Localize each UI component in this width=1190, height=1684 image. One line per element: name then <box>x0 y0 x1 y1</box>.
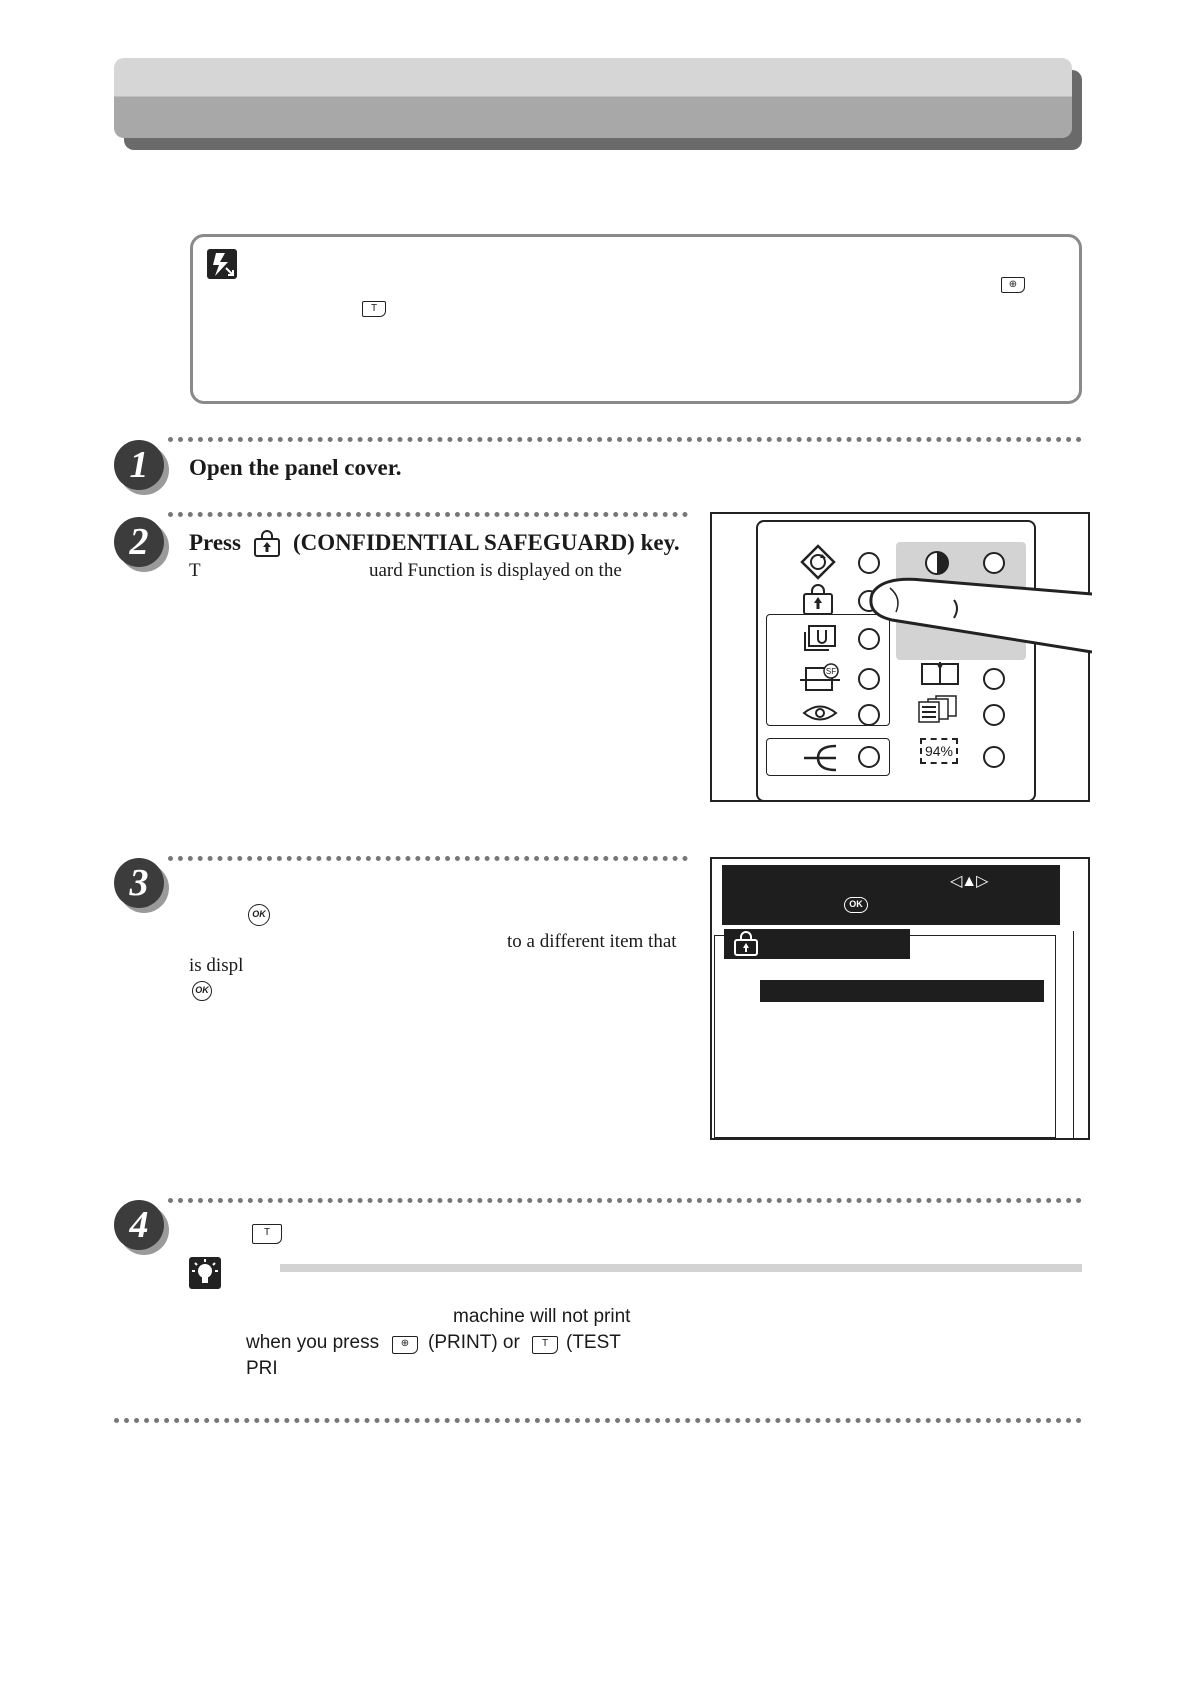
reduction-key-label: 94% <box>920 738 958 764</box>
step-title: Open the panel cover. <box>189 455 402 480</box>
step-number: 4 <box>114 1200 164 1250</box>
storage-memory-icon <box>798 662 842 696</box>
caution-icon <box>206 248 238 280</box>
multi-up-icon <box>916 694 960 724</box>
test-print-key-icon: T <box>252 1224 282 1244</box>
led-key[interactable] <box>983 746 1005 768</box>
header-bar <box>114 58 1072 138</box>
confidential-safeguard-key-icon <box>801 584 835 616</box>
step-description-end: to a different item that <box>507 931 677 952</box>
print-key-icon: ⊕ <box>392 1336 418 1354</box>
tree-icon <box>802 743 840 773</box>
tip-text-line: when you press <box>246 1332 380 1353</box>
tip-rule <box>280 1264 1082 1272</box>
led-key[interactable] <box>858 552 880 574</box>
lcd-tab-confidential[interactable] <box>724 929 910 959</box>
step-number: 2 <box>114 517 164 567</box>
tip-text-line: machine will not print <box>453 1306 631 1327</box>
book-shadow-icon <box>803 624 837 652</box>
preview-eye-icon <box>802 702 838 724</box>
ok-key-icon: OK <box>192 981 212 1001</box>
pressing-finger <box>862 574 1092 674</box>
led-key[interactable] <box>983 552 1005 574</box>
ok-key-icon: OK <box>248 904 270 926</box>
step-description-end: uard Function is displayed on the <box>369 560 622 581</box>
step-title-post: (CONFIDENTIAL SAFEGUARD) key. <box>293 530 680 555</box>
auto-process-icon <box>800 544 836 580</box>
lcd-selected-item[interactable] <box>760 980 1044 1002</box>
step-title-pre: Press <box>189 530 241 555</box>
arrow-keys-icon: ◁▲▷ <box>950 873 988 890</box>
tip-text-line: (TEST <box>566 1332 621 1353</box>
confidential-safeguard-icon <box>732 931 760 957</box>
divider <box>168 856 688 861</box>
tip-text-line: (PRINT) or <box>428 1332 520 1353</box>
step-number: 1 <box>114 440 164 490</box>
step-description-line: is displ <box>189 955 244 976</box>
divider <box>168 437 1082 442</box>
print-key-icon: ⊕ <box>1001 277 1025 293</box>
tip-text-line: PRI <box>246 1358 278 1379</box>
ok-key-icon: OK <box>844 897 868 913</box>
step-description-start: T <box>189 560 201 581</box>
divider <box>168 1198 1082 1203</box>
lcd-panel-shadow <box>726 931 1074 1139</box>
step-number: 3 <box>114 858 164 908</box>
led-key[interactable] <box>858 704 880 726</box>
lcd-screen-figure <box>710 857 1090 1140</box>
svg-text:SF: SF <box>825 667 837 676</box>
confidential-safeguard-icon <box>252 530 282 558</box>
divider <box>168 512 688 517</box>
tip-lightbulb-icon <box>188 1256 222 1290</box>
caution-box <box>190 234 1082 404</box>
test-print-key-icon: T <box>362 301 386 317</box>
led-key[interactable] <box>858 746 880 768</box>
test-print-key-icon: T <box>532 1336 558 1354</box>
control-panel-figure <box>710 512 1090 802</box>
led-key[interactable] <box>983 704 1005 726</box>
lcd-header <box>722 865 1060 925</box>
divider <box>114 1418 1082 1423</box>
